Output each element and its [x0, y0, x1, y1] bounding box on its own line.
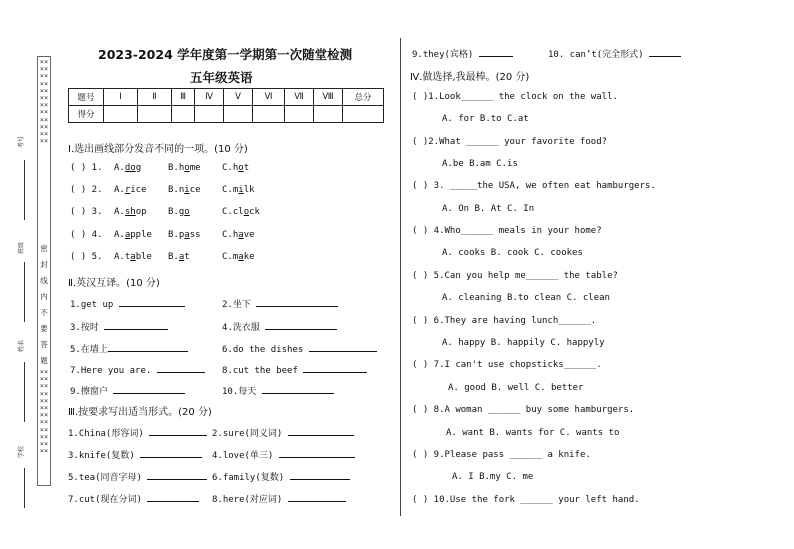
sec3-item-2 [212, 426, 354, 439]
item-text: 5.在墙上 [70, 345, 108, 355]
answer-line[interactable] [147, 492, 199, 502]
score-col: 总分 [343, 89, 384, 106]
opt-b-underlined: o [184, 163, 190, 173]
opt-c-underlined: o [238, 163, 244, 173]
section-4-heading: Ⅳ.做选择,我最棒。(20 分) [410, 72, 530, 83]
opt-a: A. [114, 230, 125, 240]
opt-c-rest: t [243, 163, 250, 173]
opt-a-underlined: a [130, 252, 136, 262]
section-3-heading: Ⅲ.按要求写出适当形式。(20 分) [68, 407, 212, 418]
exam-title: 2023-2024 学年度第一学期第一次随堂检测 [98, 47, 353, 62]
opt-a-underlined: r [124, 185, 131, 195]
opt-b: B.h [168, 163, 185, 173]
item-text: 3.按时 [70, 323, 99, 333]
answer-line[interactable] [256, 297, 338, 307]
opt-b-underlined: a [178, 252, 185, 262]
q-number: ( ) 5. [70, 252, 103, 262]
opt-b-underlined: i [184, 185, 190, 195]
opt-a-rest: op [135, 207, 147, 217]
section-1-heading: Ⅰ.选出画线部分发音不同的一项。(10 分) [68, 144, 248, 155]
opt-c-underlined: a [238, 230, 244, 240]
seal-char: 密 [40, 244, 48, 253]
opt-a-underlined: do [124, 163, 136, 173]
sec4-q7-options: A. good B. well C. better [448, 383, 584, 393]
answer-line[interactable] [288, 426, 354, 436]
opt-a: A. [114, 185, 125, 195]
opt-c: C.cl [222, 207, 244, 217]
sec3-item-8 [212, 492, 346, 505]
sec2-item-4 [222, 320, 337, 333]
sec3-item-3 [68, 448, 202, 461]
opt-c-rest: ck [249, 207, 260, 217]
sec4-q1-options: A. for B.to C.at [442, 114, 529, 124]
opt-c-rest: lk [243, 185, 255, 195]
opt-a: A. [114, 163, 125, 173]
item-text: 9.they(宾格) [412, 50, 474, 60]
score-col: Ⅷ [314, 89, 343, 106]
opt-c-underlined: a [238, 252, 244, 262]
answer-line[interactable] [649, 47, 681, 57]
sec1-q3 [70, 207, 260, 217]
sec4-q6-stem: ( ) 6.They are having lunch______. [412, 316, 597, 326]
sec4-q3-options: A. On B. At C. In [442, 204, 535, 214]
opt-a-underlined: sh [124, 207, 136, 217]
sec3-item-4 [212, 448, 355, 461]
seal-char: 答 [40, 340, 48, 349]
sec4-q2-options: A.be B.am C.is [442, 159, 518, 169]
answer-line[interactable] [157, 363, 205, 373]
class-line[interactable] [24, 262, 25, 322]
item-text: 9.擦窗户 [70, 387, 108, 397]
school-line[interactable] [24, 468, 25, 508]
score-cell[interactable] [224, 106, 253, 123]
score-col: Ⅳ [195, 89, 224, 106]
sec4-q8-stem: ( ) 8.A woman ______ buy some hamburgers. [412, 405, 635, 415]
q-number: ( ) 2. [70, 185, 103, 195]
opt-b: B.g [168, 207, 185, 217]
seal-char: 封 [40, 260, 48, 269]
score-col: Ⅵ [253, 89, 285, 106]
q-number: ( ) 3. [70, 207, 103, 217]
exam-number-line[interactable] [24, 160, 25, 220]
sec4-q6-options: A. happy B. happily C. happyly [442, 338, 605, 348]
item-text: 2.sure(同义词) [212, 429, 283, 439]
seal-char: 不 [40, 308, 48, 317]
seal-char: 题 [40, 356, 48, 365]
sec4-q1-stem: ( )1.Look______ the clock on the wall. [412, 92, 618, 102]
opt-c-rest: ve [243, 230, 255, 240]
sec4-q9-stem: ( ) 9.Please pass ______ a knife. [412, 450, 591, 460]
sec1-q4 [70, 230, 255, 240]
sec3-item-7 [68, 492, 199, 505]
score-cell[interactable] [343, 106, 384, 123]
item-text: 4.love(单三) [212, 451, 274, 461]
score-col: Ⅱ [138, 89, 172, 106]
item-text: 3.knife(复数) [68, 451, 135, 461]
sec4-q7-stem: ( ) 7.I can't use chopsticks______. [412, 360, 602, 370]
opt-a: A.t [114, 252, 131, 262]
item-text: 6.family(复数) [212, 473, 285, 483]
score-cell[interactable] [104, 106, 138, 123]
q-number: ( ) 1. [70, 163, 103, 173]
score-col: Ⅲ [172, 89, 195, 106]
sec3-item-5 [68, 470, 207, 483]
sec1-q5 [70, 252, 255, 262]
score-col: Ⅶ [285, 89, 314, 106]
score-cell[interactable] [253, 106, 285, 123]
school-label: 学校 [18, 445, 25, 458]
sec4-q2-stem: ( )2.What ______ your favorite food? [412, 137, 608, 147]
opt-b: B.p [168, 230, 185, 240]
score-cell[interactable] [195, 106, 224, 123]
sec3-item-6 [212, 470, 350, 483]
opt-a-rest: pple [130, 230, 152, 240]
sec4-q5-options: A. cleaning B.to clean C. clean [442, 293, 610, 303]
q-number: ( ) 4. [70, 230, 103, 240]
score-cell[interactable] [172, 106, 195, 123]
item-text: 5.tea(同音字母) [68, 473, 142, 483]
answer-line[interactable] [140, 448, 202, 458]
score-row-label: 题号 [69, 89, 104, 106]
opt-b-underlined: o [184, 207, 190, 217]
answer-line[interactable] [119, 297, 185, 307]
sec1-q2 [70, 185, 255, 195]
column-divider [400, 38, 401, 516]
score-table [68, 88, 384, 123]
sec3-item-10 [548, 47, 681, 60]
exam-number-label: 考号 [18, 135, 25, 148]
opt-a: A. [114, 207, 125, 217]
sec3-item-9 [412, 47, 513, 60]
opt-c: C.m [222, 185, 239, 195]
sec4-q4-options: A. cooks B. cook C. cookes [442, 248, 583, 258]
sec2-item-9 [70, 384, 185, 397]
opt-a-rest: ble [135, 252, 152, 262]
item-text: 7.Here you are. [70, 366, 152, 376]
answer-line[interactable] [303, 363, 367, 373]
section-2-heading: Ⅱ.英汉互译。(10 分) [68, 278, 160, 289]
sec2-item-10 [222, 384, 334, 397]
sec1-q1 [70, 163, 250, 173]
sec4-q8-options: A. want B. wants for C. wants to [446, 428, 620, 438]
item-text: 4.洗衣服 [222, 323, 260, 333]
opt-a-rest: g [135, 163, 142, 173]
item-text: 8.here(对应词) [212, 495, 283, 505]
item-text: 2.坐下 [222, 300, 251, 310]
score-cell[interactable] [314, 106, 343, 123]
item-text: 1.get up [70, 300, 114, 310]
score-cell[interactable] [138, 106, 172, 123]
binding-x-fill-bottom: ×××××××××××××××××××××××× [39, 368, 49, 456]
seal-char: 内 [40, 292, 48, 301]
sec2-item-3 [70, 320, 168, 333]
answer-line[interactable] [104, 320, 168, 330]
answer-line[interactable] [290, 470, 350, 480]
score-col: Ⅴ [224, 89, 253, 106]
seal-char: 要 [40, 324, 48, 333]
opt-b: B. [168, 252, 179, 262]
opt-b-rest: ce [189, 185, 201, 195]
sec4-q9-options: A. I B.my C. me [452, 472, 534, 482]
opt-c-underlined: o [243, 207, 250, 217]
score-col: Ⅰ [104, 89, 138, 106]
binding-strip [37, 56, 51, 486]
opt-a-underlined: a [124, 230, 131, 240]
opt-c-rest: ke [243, 252, 255, 262]
opt-b-rest: t [184, 252, 190, 262]
opt-b-underlined: a [184, 230, 190, 240]
answer-line[interactable] [108, 342, 188, 352]
score-cell[interactable] [285, 106, 314, 123]
sec2-item-6 [222, 342, 377, 355]
class-label: 班级 [18, 241, 25, 254]
sec2-item-2 [222, 297, 338, 310]
item-text: 8.cut the beef [222, 366, 298, 376]
sec2-item-8 [222, 363, 367, 376]
name-label: 姓名 [18, 339, 25, 352]
item-text: 1.China(形容词) [68, 429, 144, 439]
item-text: 10. can’t(完全形式) [548, 50, 644, 60]
sec2-item-7 [70, 363, 205, 376]
binding-x-fill-top: ×××××××××××××××××××××××× [39, 58, 49, 146]
opt-b: B.n [168, 185, 185, 195]
exam-subtitle: 五年级英语 [190, 70, 253, 85]
answer-line[interactable] [147, 470, 207, 480]
opt-a-rest: ice [130, 185, 147, 195]
opt-c: C.m [222, 252, 239, 262]
sec4-q4-stem: ( ) 4.Who______ meals in your home? [412, 226, 602, 236]
opt-b-rest: ss [189, 230, 201, 240]
sec2-item-1 [70, 297, 185, 310]
answer-line[interactable] [149, 426, 207, 436]
opt-b-rest: me [189, 163, 201, 173]
item-text: 6.do the dishes [222, 345, 304, 355]
answer-line[interactable] [279, 448, 355, 458]
item-text: 10.每天 [222, 387, 257, 397]
answer-line[interactable] [309, 342, 377, 352]
opt-c-underlined: i [238, 185, 244, 195]
sec4-q5-stem: ( ) 5.Can you help me______ the table? [412, 271, 618, 281]
name-line[interactable] [24, 362, 25, 422]
answer-line[interactable] [479, 47, 513, 57]
sec4-q10-stem: ( ) 10.Use the fork ______ your left hand. [412, 495, 640, 505]
answer-line[interactable] [288, 492, 346, 502]
answer-line[interactable] [265, 320, 337, 330]
answer-line[interactable] [113, 384, 185, 394]
sec4-q3-stem: ( ) 3. _____the USA, we often eat hamburgers. [412, 181, 656, 191]
score-row-label: 得分 [69, 106, 104, 123]
sec2-item-5 [70, 342, 188, 355]
item-text: 7.cut(现在分词) [68, 495, 142, 505]
opt-c: C.h [222, 230, 239, 240]
opt-c: C.h [222, 163, 239, 173]
answer-line[interactable] [262, 384, 334, 394]
sec3-item-1 [68, 426, 207, 439]
seal-char: 线 [40, 276, 48, 285]
